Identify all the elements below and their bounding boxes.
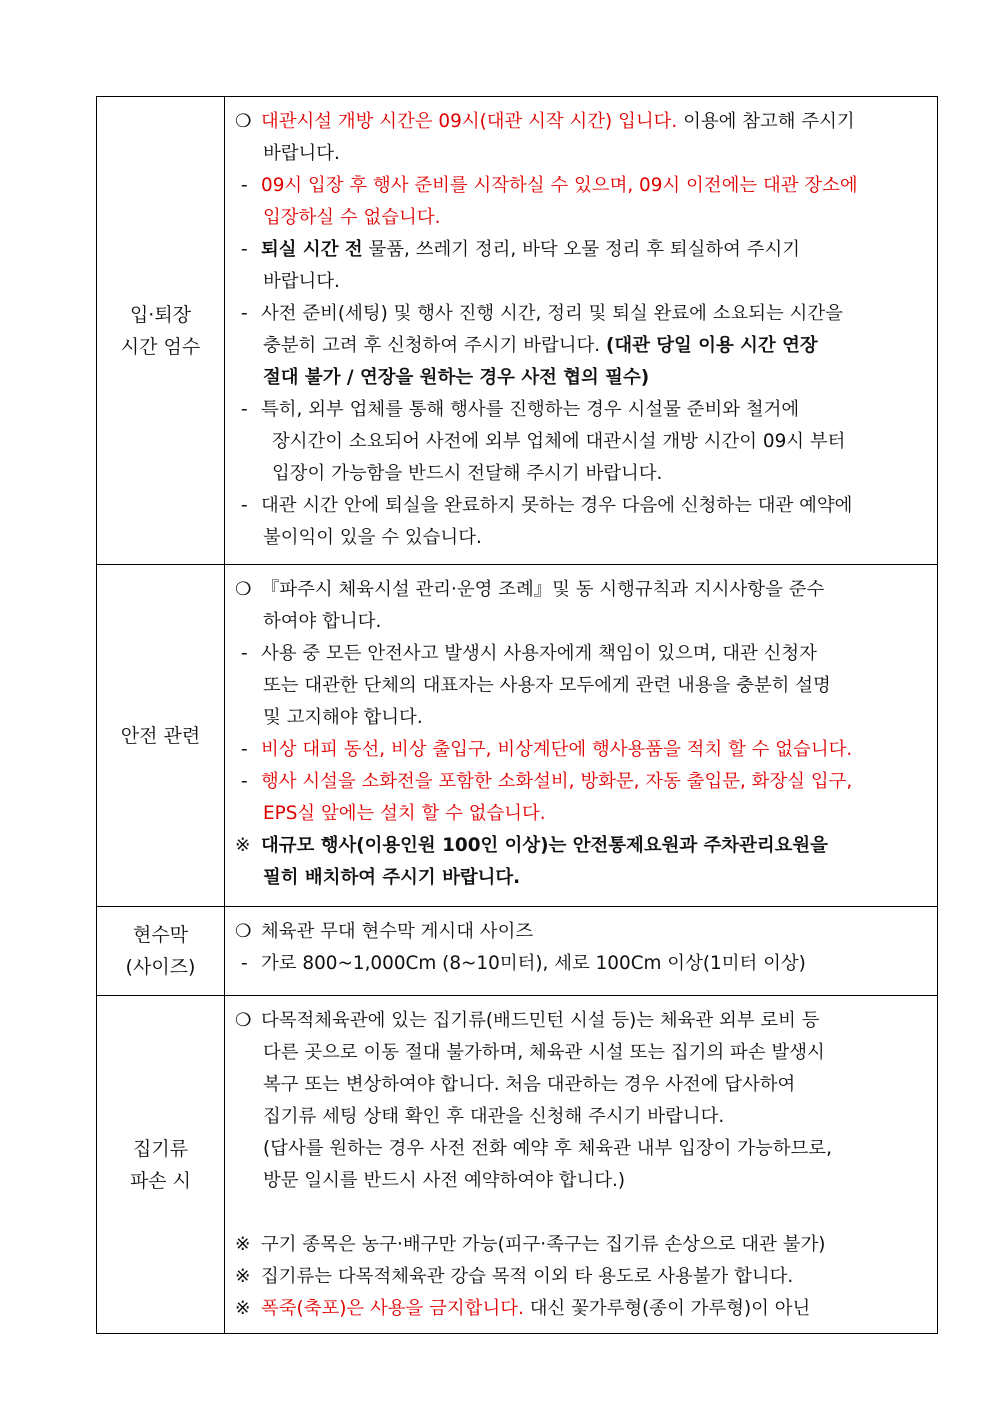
body-text: 집기류 세팅 상태 확인 후 대관을 신청해 주시기 바랍니다. [263,1106,725,1127]
circle-bullet-icon: ❍ [235,921,252,942]
body-text: 및 고지해야 합니다. [263,707,423,728]
dash-bullet-icon: - [241,303,248,324]
row-label [97,97,225,565]
dash-bullet-icon: - [241,399,248,420]
bold-text: 대규모 행사(이용인원 100인 이상)는 안전통제요원과 주차관리요원을 [261,835,828,856]
content-line [235,766,927,798]
dash-bullet-icon: - [241,239,248,260]
row-equipment-damage [97,996,938,1334]
reference-mark-icon: ※ [235,1298,251,1319]
body-text: 『파주시 체육시설 관리·운영 조례』및 동 시행규칙과 지시사항을 준수 [261,579,825,600]
row-content [225,996,938,1334]
emphasis-text: 폭죽(축포)은 사용을 금지합니다. [261,1298,524,1319]
dash-bullet-icon: - [241,495,248,516]
content-line [235,1101,927,1133]
body-text: (답사를 원하는 경우 사전 전화 예약 후 체육관 내부 입장이 가능하므로, [263,1138,832,1159]
content-line [235,916,927,948]
content-line [235,702,927,734]
body-text: 사전 준비(세팅) 및 행사 진행 시간, 정리 및 퇴실 완료에 소요되는 시간을 [261,303,843,324]
body-text: 구기 종목은 농구·배구만 가능(피구·족구는 집기류 손상으로 대관 불가) [261,1234,826,1255]
content-line [235,1165,927,1197]
circle-bullet-icon: ❍ [235,111,252,132]
emphasis-text: 09시 입장 후 행사 준비를 시작하실 수 있으며, 09시 이전에는 대관 장소에 [261,175,858,196]
body-text: 물품, 쓰레기 정리, 바닥 오물 정리 후 퇴실하여 주시기 [362,239,801,260]
row-content [225,907,938,996]
content-line [235,234,927,266]
content-line [235,1005,927,1037]
content-line [235,170,927,202]
body-text: 장시간이 소요되어 사전에 외부 업체에 대관시설 개방 시간이 09시 부터 [272,431,846,452]
content-line [235,574,927,606]
bold-text: (대관 당일 이용 시간 연장 [605,335,818,356]
reference-mark-icon: ※ [235,1266,251,1287]
content-line [235,862,927,894]
body-text: 대신 꽃가루형(종이 가루형)이 아닌 [523,1298,811,1319]
body-text: 집기류는 다목적체육관 강습 목적 이외 타 용도로 사용불가 합니다. [261,1266,794,1287]
body-text: 또는 대관한 단체의 대표자는 사용자 모두에게 관련 내용을 충분히 설명 [263,675,831,696]
body-text: 다목적체육관에 있는 집기류(배드민턴 시설 등)는 체육관 외부 로비 등 [261,1010,820,1031]
body-text: 특히, 외부 업체를 통해 행사를 진행하는 경우 시설물 준비와 철거에 [261,399,800,420]
row-banner-size [97,907,938,996]
body-text: 방문 일시를 반드시 사전 예약하여야 합니다.) [263,1170,626,1191]
content-line [235,522,927,554]
body-text: 불이익이 있을 수 있습니다. [263,527,482,548]
content-line [235,394,927,426]
content-line [235,202,927,234]
emphasis-text: 비상 대피 동선, 비상 출입구, 비상계단에 행사용품을 적치 할 수 없습니다. [261,739,853,760]
content-line [235,426,927,458]
content-line [235,1037,927,1069]
bold-text: 절대 불가 / 연장을 원하는 경우 사전 협의 필수) [263,367,650,388]
emphasis-text: 대관시설 개방 시간은 09시(대관 시작 시간) 입니다. [261,111,678,132]
row-label [97,996,225,1334]
facility-rules-table [96,96,938,1334]
row-safety [97,565,938,907]
row-label-line: 현수막 [132,924,189,946]
row-entry-exit-time [97,97,938,565]
content-line [235,1229,927,1261]
content-line [235,266,927,298]
content-line [235,670,927,702]
body-text: 다른 곳으로 이동 절대 불가하며, 체육관 시설 또는 집기의 파손 발생시 [263,1042,825,1063]
body-text: 바랍니다. [263,143,340,164]
content-line [235,638,927,670]
content-line [235,1261,927,1293]
body-text: 대관 시간 안에 퇴실을 완료하지 못하는 경우 다음에 신청하는 대관 예약에 [261,495,853,516]
content-line [235,1133,927,1165]
content-line [235,1293,927,1325]
content-line [235,1069,927,1101]
dash-bullet-icon: - [241,953,248,974]
reference-mark-icon: ※ [235,1234,251,1255]
row-label-line: 입·퇴장 [129,303,192,326]
content-line [235,798,927,830]
content-line [235,948,927,980]
row-label-line: 집기류 [132,1137,189,1160]
row-label-line: 시간 엄수 [120,335,201,358]
row-content [225,97,938,565]
content-line [235,830,927,862]
content-line [235,330,927,362]
dash-bullet-icon: - [241,739,248,760]
circle-bullet-icon: ❍ [235,1010,252,1031]
reference-mark-icon: ※ [235,835,251,856]
body-text: 복구 또는 변상하여야 합니다. 처음 대관하는 경우 사전에 답사하여 [263,1074,796,1095]
row-label-line: (사이즈) [125,956,196,978]
row-content [225,565,938,907]
body-text: 체육관 무대 현수막 게시대 사이즈 [261,921,534,942]
body-text: 하여야 합니다. [263,611,382,632]
row-label-line: 안전 관련 [120,724,201,747]
content-line [235,458,927,490]
body-text: 가로 800~1,000Cm (8~10미터), 세로 100Cm 이상(1미터 이상) [261,953,806,974]
dash-bullet-icon: - [241,771,248,792]
body-text: 이용에 참고해 주시기 [677,111,855,132]
row-label [97,565,225,907]
bold-text: 필히 배치하여 주시기 바랍니다. [263,867,521,888]
row-label-line: 파손 시 [129,1169,192,1192]
body-text: 사용 중 모든 안전사고 발생시 사용자에게 책임이 있으며, 대관 신청자 [261,643,817,664]
content-line [235,138,927,170]
emphasis-text: EPS실 앞에는 설치 할 수 없습니다. [263,803,546,824]
body-text: 입장이 가능함을 반드시 전달해 주시기 바랍니다. [272,463,663,484]
content-line [235,490,927,522]
emphasis-text: 행사 시설을 소화전을 포함한 소화설비, 방화문, 자동 출입문, 화장실 입구, [261,771,853,792]
dash-bullet-icon: - [241,175,248,196]
content-line [235,106,927,138]
content-line [235,606,927,638]
circle-bullet-icon: ❍ [235,579,252,600]
emphasis-text: 입장하실 수 없습니다. [263,207,441,228]
dash-bullet-icon: - [241,643,248,664]
body-text: 바랍니다. [263,271,340,292]
bold-text: 퇴실 시간 전 [261,239,363,260]
content-line [235,734,927,766]
body-text: 충분히 고려 후 신청하여 주시기 바랍니다. [263,335,606,356]
content-line [235,298,927,330]
blank-line [235,1197,927,1229]
content-line [235,362,927,394]
row-label [97,907,225,996]
